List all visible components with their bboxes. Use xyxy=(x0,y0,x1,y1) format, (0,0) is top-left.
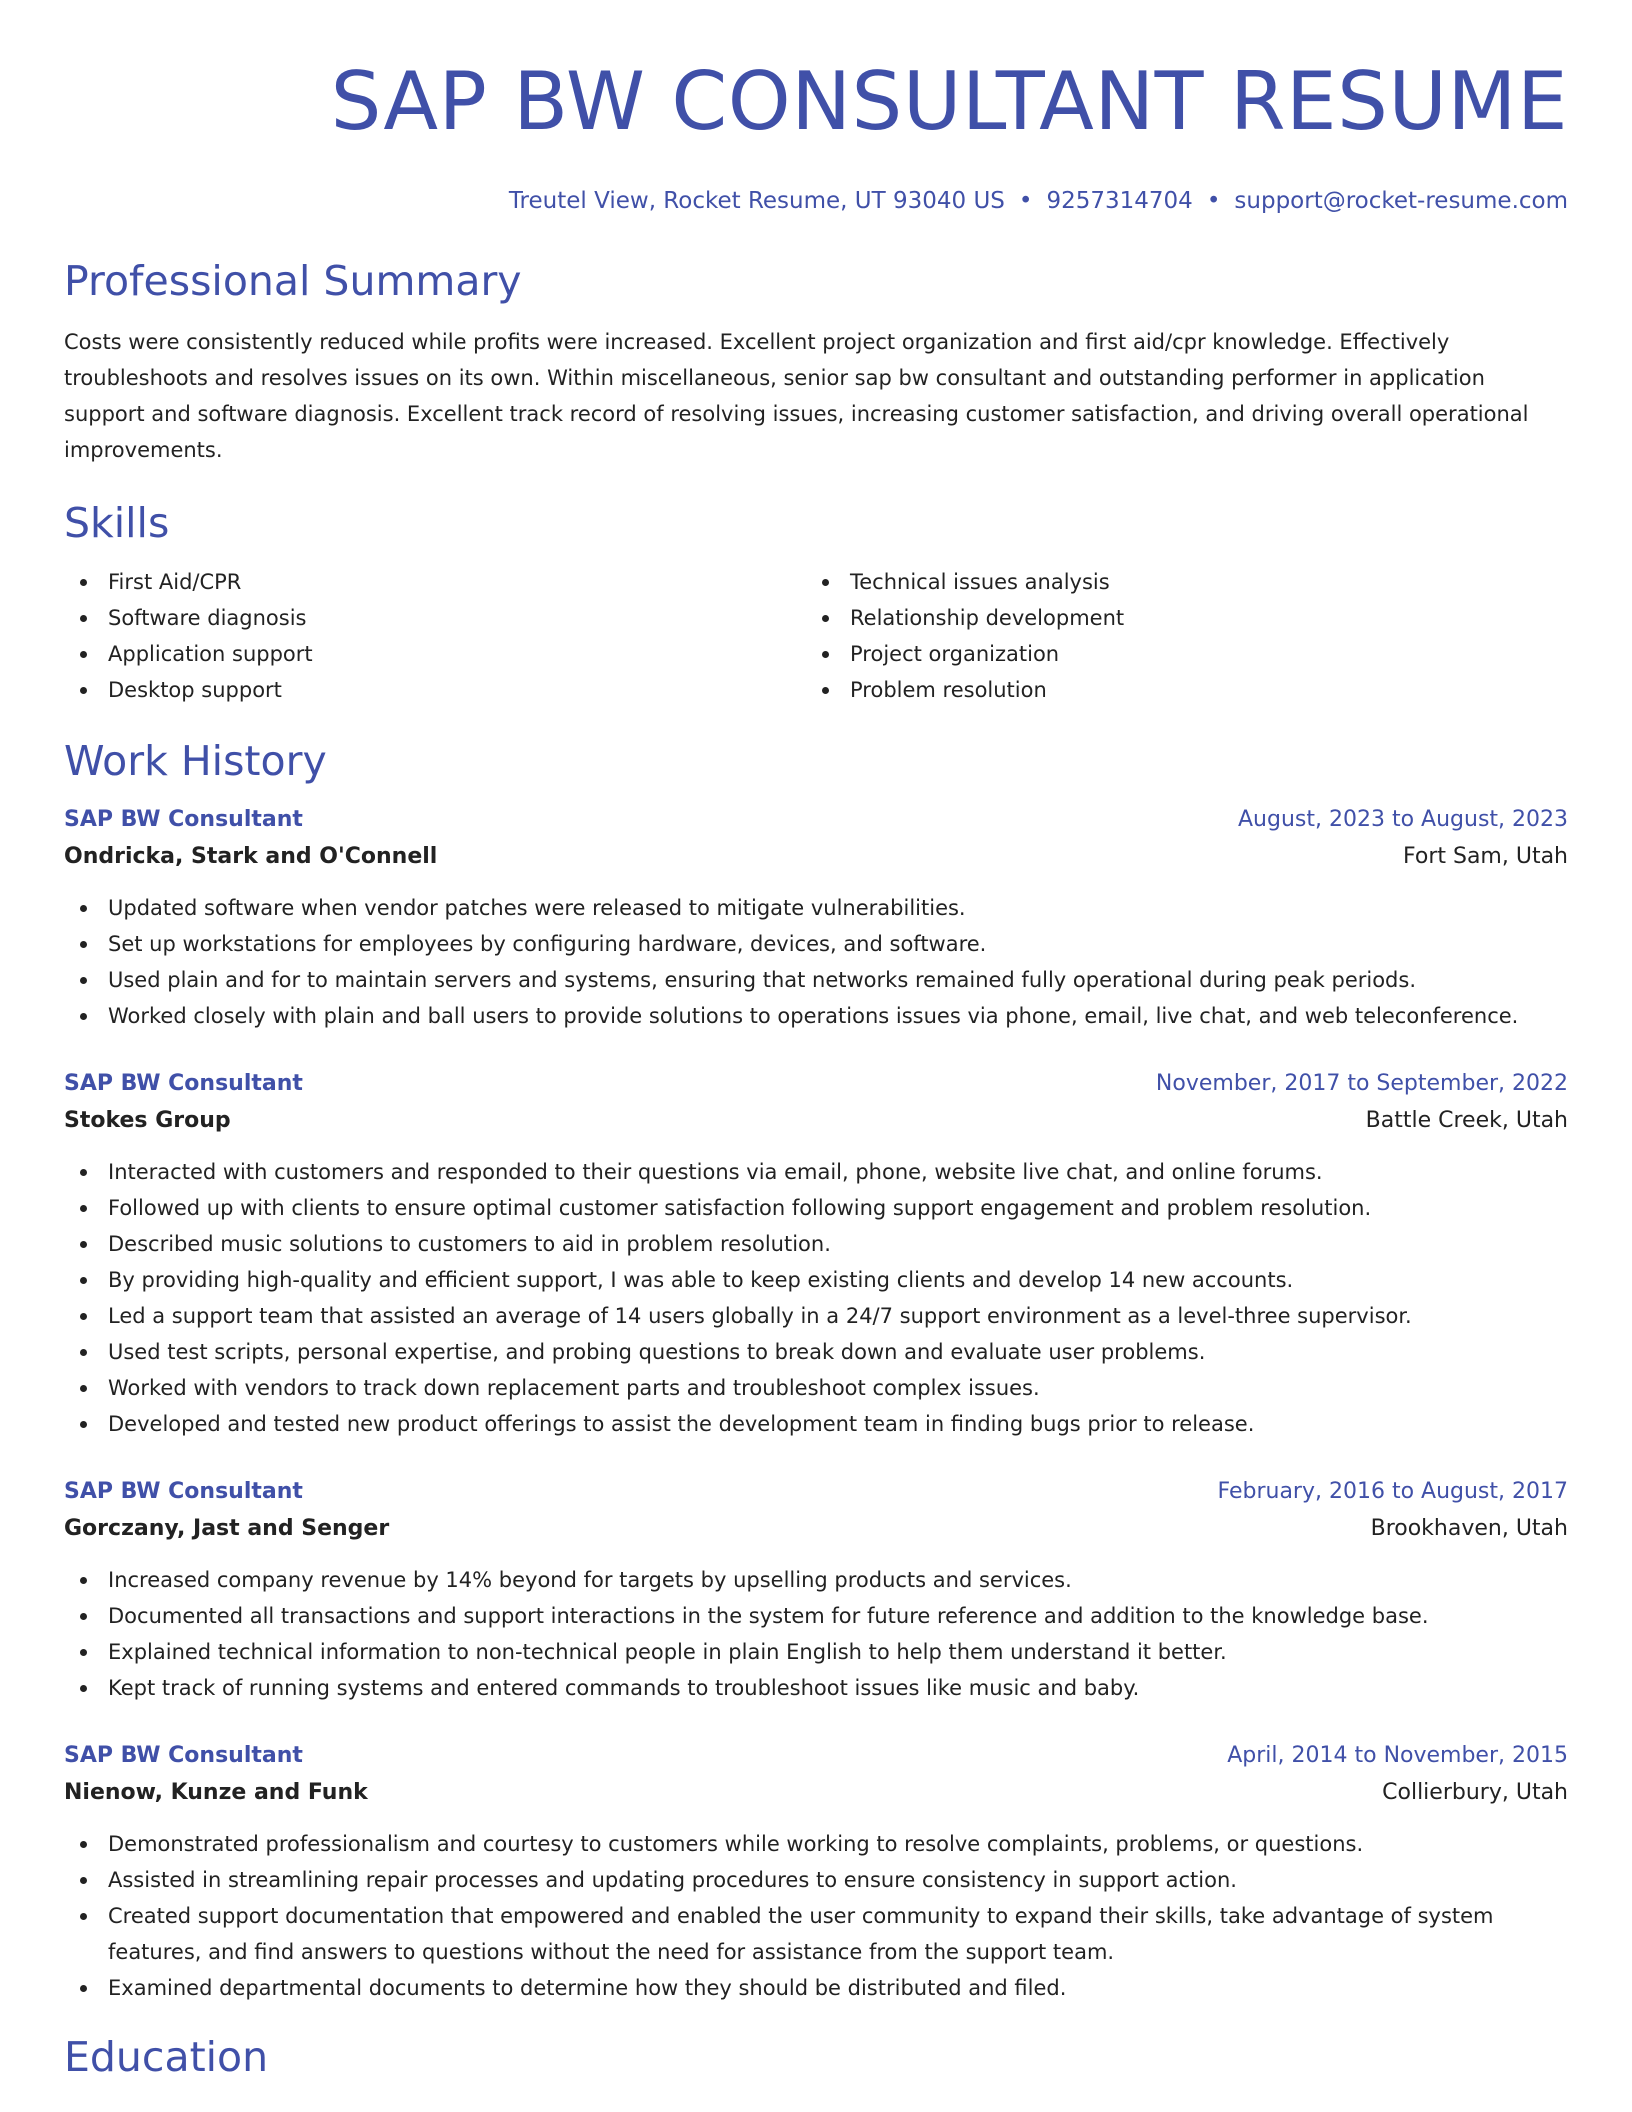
job-header-row xyxy=(64,802,1568,838)
job-bullet: Led a support team that assisted an average of 14 users globally in a 24/7 support environment as a level-three supervisor. xyxy=(64,1298,1568,1334)
skills-column-right xyxy=(806,564,1548,708)
job-dates: April, 2014 to November, 2015 xyxy=(1227,1743,1568,1768)
job-company: Nienow, Kunze and Funk xyxy=(64,1780,368,1805)
job-title: SAP BW Consultant xyxy=(64,1071,303,1096)
job-header-row xyxy=(64,1738,1568,1774)
job-bullet: Followed up with clients to ensure optimal customer satisfaction following support engagement and problem resolution. xyxy=(64,1190,1568,1226)
job-bullet: Demonstrated professionalism and courtesy to customers while working to resolve complaints, problems, or questions. xyxy=(64,1826,1568,1862)
job-dates: February, 2016 to August, 2017 xyxy=(1217,1479,1568,1504)
job-company-row xyxy=(64,1510,1568,1548)
job-location: Fort Sam, Utah xyxy=(1402,844,1568,869)
job-bullet: Worked closely with plain and ball users to provide solutions to operations issues via phone, email, live chat, and web teleconference. xyxy=(64,998,1568,1034)
job-bullets xyxy=(64,1154,1568,1442)
job-company-row xyxy=(64,1774,1568,1812)
job-dates: August, 2023 to August, 2023 xyxy=(1238,807,1568,832)
job-bullet: Increased company revenue by 14% beyond for targets by upselling products and services. xyxy=(64,1562,1568,1598)
job-header-row xyxy=(64,1066,1568,1102)
contact-email[interactable]: support@rocket-resume.com xyxy=(1234,188,1568,214)
section-title-work-history: Work History xyxy=(64,737,327,785)
contact-phone: 9257314704 xyxy=(1046,188,1193,214)
section-title-education: Education xyxy=(64,2033,269,2081)
job-header-row xyxy=(64,1474,1568,1510)
job-entry xyxy=(64,1066,1568,1442)
skill-item: Problem resolution xyxy=(806,672,1548,708)
job-entry xyxy=(64,1738,1568,2006)
job-bullet: Kept track of running systems and entered commands to troubleshoot issues like music and baby. xyxy=(64,1670,1568,1706)
skill-item: Application support xyxy=(64,636,806,672)
skills-column-left xyxy=(64,564,806,708)
job-title: SAP BW Consultant xyxy=(64,1479,303,1504)
resume-title: SAP BW CONSULTANT RESUME xyxy=(330,55,1568,148)
job-bullet: Created support documentation that empowered and enabled the user community to expand their skills, take advantage of system features, and find answers to questions without the need for assistance from the support team. xyxy=(64,1898,1568,1970)
job-company: Stokes Group xyxy=(64,1108,231,1133)
skills-list xyxy=(64,564,1568,708)
job-bullet: Set up workstations for employees by configuring hardware, devices, and software. xyxy=(64,926,1568,962)
resume-header xyxy=(64,0,1568,216)
skill-item: Project organization xyxy=(806,636,1548,672)
job-location: Battle Creek, Utah xyxy=(1365,1108,1568,1133)
contact-separator: • xyxy=(1018,188,1033,214)
job-entry xyxy=(64,802,1568,1034)
job-bullet: Interacted with customers and responded to their questions via email, phone, website live chat, and online forums. xyxy=(64,1154,1568,1190)
job-company: Gorczany, Jast and Senger xyxy=(64,1516,390,1541)
job-bullet: By providing high-quality and efficient support, I was able to keep existing clients and develop 14 new accounts. xyxy=(64,1262,1568,1298)
job-bullet: Described music solutions to customers to aid in problem resolution. xyxy=(64,1226,1568,1262)
job-bullet: Worked with vendors to track down replacement parts and troubleshoot complex issues. xyxy=(64,1370,1568,1406)
job-company-row xyxy=(64,1102,1568,1140)
job-bullet: Used test scripts, personal expertise, and probing questions to break down and evaluate user problems. xyxy=(64,1334,1568,1370)
job-bullets xyxy=(64,890,1568,1034)
contact-separator: • xyxy=(1206,188,1221,214)
section-title-summary: Professional Summary xyxy=(64,257,522,305)
job-title: SAP BW Consultant xyxy=(64,1743,303,1768)
skill-item: First Aid/CPR xyxy=(64,564,806,600)
job-bullet: Used plain and for to maintain servers and systems, ensuring that networks remained fully operational during peak periods. xyxy=(64,962,1568,998)
skill-item: Desktop support xyxy=(64,672,806,708)
job-title: SAP BW Consultant xyxy=(64,807,303,832)
job-location: Collierbury, Utah xyxy=(1382,1780,1568,1805)
job-bullet: Updated software when vendor patches were released to mitigate vulnerabilities. xyxy=(64,890,1568,926)
skill-item: Software diagnosis xyxy=(64,600,806,636)
contact-line xyxy=(64,186,1568,216)
job-bullet: Documented all transactions and support interactions in the system for future reference and addition to the knowledge base. xyxy=(64,1598,1568,1634)
section-title-skills: Skills xyxy=(64,499,170,547)
job-bullets xyxy=(64,1826,1568,2006)
job-bullet: Developed and tested new product offerings to assist the development team in finding bugs prior to release. xyxy=(64,1406,1568,1442)
job-bullet: Explained technical information to non-technical people in plain English to help them understand it better. xyxy=(64,1634,1568,1670)
job-dates: November, 2017 to September, 2022 xyxy=(1155,1071,1568,1096)
job-company: Ondricka, Stark and O'Connell xyxy=(64,844,438,869)
job-bullets xyxy=(64,1562,1568,1706)
job-bullet: Examined departmental documents to determine how they should be distributed and filed. xyxy=(64,1970,1568,2006)
contact-address: Treutel View, Rocket Resume, UT 93040 US xyxy=(508,188,1005,214)
job-bullet: Assisted in streamlining repair processes and updating procedures to ensure consistency in support action. xyxy=(64,1862,1568,1898)
skill-item: Technical issues analysis xyxy=(806,564,1548,600)
job-company-row xyxy=(64,838,1568,876)
summary-text: Costs were consistently reduced while profits were increased. Excellent project organization and first aid/cpr knowledge. Effectively troubleshoots and resolves issues on its own. Within miscellaneous, senior sap bw consultant and outstanding performer in application support and software diagnosis. Excellent track record of resolving issues, increasing customer satisfaction, and driving overall operational improvements. xyxy=(64,330,1529,462)
job-location: Brookhaven, Utah xyxy=(1370,1516,1568,1541)
job-entry xyxy=(64,1474,1568,1706)
skill-item: Relationship development xyxy=(806,600,1548,636)
